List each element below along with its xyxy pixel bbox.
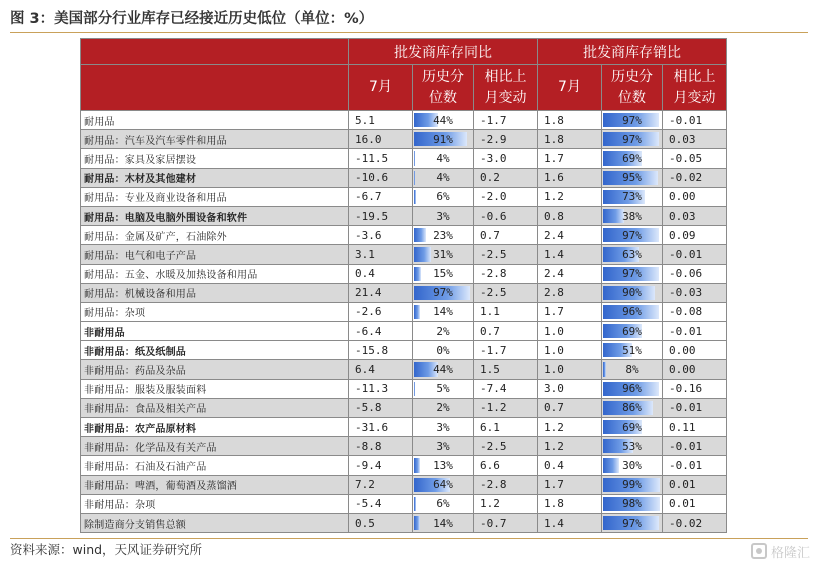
row-label: 耐用品：五金、水暖及加热设备和用品 [81, 264, 349, 283]
percentile-value: 8% [625, 363, 639, 377]
inventory-sales-ratio-mom-change: 0.09 [663, 226, 727, 245]
inventory-yoy-mom-change: -2.8 [474, 264, 538, 283]
inventory-yoy-mom-change: -1.2 [474, 398, 538, 417]
inventory-yoy-july: -3.6 [349, 226, 413, 245]
sub-header-percentile-ratio: 历史分 位数 [602, 65, 663, 111]
inventory-sales-ratio-mom-change: 0.01 [663, 475, 727, 494]
percentile-value: 3% [436, 420, 450, 434]
percentile-value: 30% [622, 458, 642, 472]
inventory-yoy-july: 0.4 [349, 264, 413, 283]
inventory-sales-ratio-july: 2.8 [538, 283, 602, 302]
inventory-yoy-percentile [413, 245, 474, 264]
row-label: 耐用品：金属及矿产，石油除外 [81, 226, 349, 245]
percentile-value: 97% [622, 113, 642, 127]
percentile-value: 44% [433, 363, 453, 377]
inventory-yoy-percentile [413, 418, 474, 437]
inventory-sales-ratio-july: 1.8 [538, 494, 602, 513]
inventory-yoy-july: -6.4 [349, 322, 413, 341]
table-row [81, 187, 727, 206]
inventory-yoy-percentile [413, 437, 474, 456]
group-header-row [81, 39, 727, 65]
percentile-value: 73% [622, 190, 642, 204]
percentile-value: 0% [436, 343, 450, 357]
inventory-yoy-mom-change: -3.0 [474, 149, 538, 168]
inventory-sales-ratio-percentile [602, 302, 663, 321]
percentile-value: 91% [433, 132, 453, 146]
inventory-sales-ratio-mom-change: -0.01 [663, 111, 727, 130]
inventory-yoy-percentile [413, 322, 474, 341]
table-row [81, 302, 727, 321]
percentile-value: 2% [436, 324, 450, 338]
percentile-value: 6% [436, 497, 450, 511]
percentile-value: 69% [622, 324, 642, 338]
inventory-yoy-percentile [413, 302, 474, 321]
table-row [81, 341, 727, 360]
row-label: 耐用品：电脑及电脑外围设备和软件 [81, 206, 349, 225]
table-row [81, 437, 727, 456]
row-label: 耐用品：家具及家居摆设 [81, 149, 349, 168]
inventory-yoy-mom-change: -1.7 [474, 341, 538, 360]
inventory-yoy-mom-change: -0.7 [474, 513, 538, 532]
percentile-value: 4% [436, 171, 450, 185]
inventory-yoy-july: -31.6 [349, 418, 413, 437]
inventory-sales-ratio-percentile [602, 341, 663, 360]
inventory-sales-ratio-july: 1.6 [538, 168, 602, 187]
inventory-sales-ratio-percentile [602, 398, 663, 417]
percentile-value: 44% [433, 113, 453, 127]
inventory-sales-ratio-mom-change: 0.00 [663, 187, 727, 206]
row-label: 耐用品：杂项 [81, 302, 349, 321]
header-corner-lower [81, 65, 349, 111]
sub-header-mom-change-ratio: 相比上 月变动 [663, 65, 727, 111]
percentile-value: 86% [622, 401, 642, 415]
inventory-yoy-percentile [413, 494, 474, 513]
inventory-yoy-percentile [413, 513, 474, 532]
table-row [81, 322, 727, 341]
row-label: 非耐用品：啤酒，葡萄酒及蒸馏酒 [81, 475, 349, 494]
inventory-yoy-percentile [413, 283, 474, 302]
inventory-sales-ratio-july: 3.0 [538, 379, 602, 398]
row-label: 耐用品：木材及其他建材 [81, 168, 349, 187]
inventory-sales-ratio-percentile [602, 360, 663, 379]
percentile-value: 97% [622, 132, 642, 146]
inventory-yoy-july: -5.4 [349, 494, 413, 513]
sub-header-july-ratio: 7月 [538, 65, 602, 111]
watermark-text: 格隆汇 [770, 545, 810, 561]
inventory-sales-ratio-percentile [602, 322, 663, 341]
percentile-value: 38% [622, 209, 642, 223]
sub-header-mom-change: 相比上 月变动 [474, 65, 538, 111]
figure-title: 图 3：美国部分行业库存已经接近历史低位（单位：%） [10, 11, 374, 27]
row-label: 耐用品 [81, 111, 349, 130]
inventory-sales-ratio-mom-change: -0.08 [663, 302, 727, 321]
group-header-inventory-sales-ratio: 批发商库存销比 [538, 39, 727, 65]
row-label: 除制造商分支销售总额 [81, 513, 349, 532]
row-label: 非耐用品：农产品原材料 [81, 418, 349, 437]
inventory-yoy-mom-change: -7.4 [474, 379, 538, 398]
inventory-yoy-percentile [413, 149, 474, 168]
inventory-sales-ratio-percentile [602, 456, 663, 475]
inventory-sales-ratio-percentile [602, 168, 663, 187]
inventory-yoy-july: -15.8 [349, 341, 413, 360]
inventory-sales-ratio-mom-change: -0.03 [663, 283, 727, 302]
percentile-value: 3% [436, 439, 450, 453]
percentile-value: 31% [433, 247, 453, 261]
table-row [81, 130, 727, 149]
inventory-sales-ratio-percentile [602, 264, 663, 283]
percentile-value: 2% [436, 401, 450, 415]
inventory-yoy-percentile [413, 226, 474, 245]
inventory-sales-ratio-mom-change: 0.03 [663, 206, 727, 225]
table-row [81, 418, 727, 437]
inventory-sales-ratio-percentile [602, 379, 663, 398]
row-label: 非耐用品：纸及纸制品 [81, 341, 349, 360]
inventory-yoy-mom-change: -2.5 [474, 245, 538, 264]
inventory-sales-ratio-july: 1.8 [538, 130, 602, 149]
inventory-sales-ratio-percentile [602, 245, 663, 264]
inventory-sales-ratio-july: 0.7 [538, 398, 602, 417]
inventory-sales-ratio-mom-change: 0.11 [663, 418, 727, 437]
inventory-table-container [80, 38, 726, 535]
inventory-sales-ratio-july: 1.4 [538, 245, 602, 264]
percentile-value: 4% [436, 151, 450, 165]
inventory-yoy-july: 21.4 [349, 283, 413, 302]
inventory-yoy-mom-change: 0.2 [474, 168, 538, 187]
inventory-yoy-july: -11.5 [349, 149, 413, 168]
percentile-value: 69% [622, 151, 642, 165]
inventory-sales-ratio-july: 1.2 [538, 187, 602, 206]
inventory-yoy-mom-change: -2.8 [474, 475, 538, 494]
inventory-sales-ratio-mom-change: -0.02 [663, 168, 727, 187]
inventory-yoy-percentile [413, 264, 474, 283]
inventory-sales-ratio-july: 1.0 [538, 341, 602, 360]
row-label: 非耐用品：化学品及有关产品 [81, 437, 349, 456]
inventory-sales-ratio-percentile [602, 475, 663, 494]
percentile-value: 97% [622, 267, 642, 281]
inventory-yoy-mom-change: -2.5 [474, 283, 538, 302]
inventory-sales-ratio-july: 1.7 [538, 302, 602, 321]
percentile-value: 13% [433, 458, 453, 472]
percentile-value: 99% [622, 478, 642, 492]
inventory-sales-ratio-mom-change: -0.01 [663, 456, 727, 475]
percentile-value: 90% [622, 286, 642, 300]
inventory-sales-ratio-mom-change: -0.02 [663, 513, 727, 532]
table-row [81, 264, 727, 283]
inventory-yoy-percentile [413, 475, 474, 494]
inventory-table [80, 38, 727, 533]
inventory-sales-ratio-percentile [602, 494, 663, 513]
inventory-yoy-july: -5.8 [349, 398, 413, 417]
table-row [81, 360, 727, 379]
table-row [81, 149, 727, 168]
inventory-sales-ratio-mom-change: -0.01 [663, 437, 727, 456]
percentile-value: 6% [436, 190, 450, 204]
table-row [81, 456, 727, 475]
inventory-yoy-mom-change: -2.0 [474, 187, 538, 206]
inventory-sales-ratio-mom-change: -0.16 [663, 379, 727, 398]
row-label: 非耐用品：药品及杂品 [81, 360, 349, 379]
percentile-value: 63% [622, 247, 642, 261]
inventory-sales-ratio-mom-change: 0.03 [663, 130, 727, 149]
inventory-sales-ratio-percentile [602, 437, 663, 456]
inventory-yoy-july: -8.8 [349, 437, 413, 456]
inventory-yoy-mom-change: -0.6 [474, 206, 538, 225]
table-row [81, 206, 727, 225]
inventory-sales-ratio-percentile [602, 111, 663, 130]
inventory-sales-ratio-percentile [602, 206, 663, 225]
inventory-yoy-percentile [413, 111, 474, 130]
sub-header-row [81, 65, 727, 111]
percentile-value: 97% [433, 286, 453, 300]
inventory-yoy-percentile [413, 341, 474, 360]
inventory-sales-ratio-july: 2.4 [538, 264, 602, 283]
inventory-sales-ratio-mom-change: 0.01 [663, 494, 727, 513]
inventory-sales-ratio-july: 1.2 [538, 437, 602, 456]
row-label: 非耐用品：石油及石油产品 [81, 456, 349, 475]
percentile-value: 14% [433, 305, 453, 319]
inventory-yoy-july: 6.4 [349, 360, 413, 379]
inventory-yoy-july: 0.5 [349, 513, 413, 532]
header-corner [81, 39, 349, 65]
table-row [81, 245, 727, 264]
inventory-yoy-july: 5.1 [349, 111, 413, 130]
group-header-inventory-yoy: 批发商库存同比 [349, 39, 538, 65]
inventory-sales-ratio-july: 1.0 [538, 322, 602, 341]
inventory-sales-ratio-july: 1.2 [538, 418, 602, 437]
inventory-yoy-july: -11.3 [349, 379, 413, 398]
inventory-sales-ratio-july: 1.0 [538, 360, 602, 379]
percentile-value: 5% [436, 382, 450, 396]
table-row [81, 475, 727, 494]
percentile-value: 96% [622, 382, 642, 396]
table-row [81, 398, 727, 417]
inventory-yoy-percentile [413, 398, 474, 417]
inventory-sales-ratio-july: 1.8 [538, 111, 602, 130]
inventory-yoy-mom-change: -2.9 [474, 130, 538, 149]
inventory-sales-ratio-mom-change: -0.05 [663, 149, 727, 168]
percentile-value: 53% [622, 439, 642, 453]
inventory-yoy-mom-change: 1.2 [474, 494, 538, 513]
percentile-value: 23% [433, 228, 453, 242]
inventory-sales-ratio-mom-change: -0.01 [663, 245, 727, 264]
inventory-sales-ratio-july: 2.4 [538, 226, 602, 245]
inventory-yoy-july: -19.5 [349, 206, 413, 225]
inventory-yoy-mom-change: 6.6 [474, 456, 538, 475]
inventory-sales-ratio-mom-change: 0.00 [663, 341, 727, 360]
inventory-sales-ratio-mom-change: -0.06 [663, 264, 727, 283]
inventory-sales-ratio-mom-change: -0.01 [663, 398, 727, 417]
percentile-value: 3% [436, 209, 450, 223]
inventory-sales-ratio-percentile [602, 149, 663, 168]
watermark-logo-icon [751, 543, 767, 559]
inventory-sales-ratio-mom-change: 0.00 [663, 360, 727, 379]
percentile-value: 96% [622, 305, 642, 319]
inventory-yoy-july: -2.6 [349, 302, 413, 321]
inventory-yoy-july: -6.7 [349, 187, 413, 206]
inventory-yoy-percentile [413, 130, 474, 149]
percentile-value: 14% [433, 516, 453, 530]
inventory-yoy-mom-change: 6.1 [474, 418, 538, 437]
sub-header-july: 7月 [349, 65, 413, 111]
row-label: 耐用品：机械设备和用品 [81, 283, 349, 302]
row-label: 耐用品：电气和电子产品 [81, 245, 349, 264]
table-row [81, 513, 727, 532]
inventory-yoy-percentile [413, 187, 474, 206]
table-row [81, 379, 727, 398]
inventory-yoy-mom-change: 0.7 [474, 322, 538, 341]
percentile-value: 51% [622, 343, 642, 357]
inventory-yoy-mom-change: 1.5 [474, 360, 538, 379]
inventory-yoy-july: 3.1 [349, 245, 413, 264]
inventory-sales-ratio-percentile [602, 283, 663, 302]
source-note: 资料来源：wind，天风证券研究所 [10, 542, 203, 557]
inventory-sales-ratio-mom-change: -0.01 [663, 322, 727, 341]
row-label: 非耐用品：服装及服装面料 [81, 379, 349, 398]
inventory-sales-ratio-july: 1.7 [538, 475, 602, 494]
percentile-value: 64% [433, 478, 453, 492]
source-divider [10, 538, 808, 539]
percentile-value: 97% [622, 516, 642, 530]
inventory-sales-ratio-july: 1.4 [538, 513, 602, 532]
table-row [81, 494, 727, 513]
row-label: 耐用品：汽车及汽车零件和用品 [81, 130, 349, 149]
inventory-sales-ratio-percentile [602, 130, 663, 149]
row-label: 非耐用品：杂项 [81, 494, 349, 513]
row-label: 非耐用品：食品及相关产品 [81, 398, 349, 417]
inventory-yoy-mom-change: -2.5 [474, 437, 538, 456]
table-row [81, 226, 727, 245]
inventory-sales-ratio-percentile [602, 513, 663, 532]
inventory-sales-ratio-july: 1.7 [538, 149, 602, 168]
percentile-value: 69% [622, 420, 642, 434]
inventory-yoy-july: -10.6 [349, 168, 413, 187]
row-label: 耐用品：专业及商业设备和用品 [81, 187, 349, 206]
percentile-value: 15% [433, 267, 453, 281]
inventory-yoy-mom-change: 1.1 [474, 302, 538, 321]
percentile-value: 98% [622, 497, 642, 511]
inventory-yoy-july: 16.0 [349, 130, 413, 149]
inventory-yoy-mom-change: 0.7 [474, 226, 538, 245]
percentile-value: 97% [622, 228, 642, 242]
inventory-yoy-july: 7.2 [349, 475, 413, 494]
inventory-yoy-july: -9.4 [349, 456, 413, 475]
inventory-yoy-percentile [413, 360, 474, 379]
title-divider [10, 32, 808, 33]
percentile-value: 95% [622, 171, 642, 185]
watermark [751, 541, 810, 561]
table-row [81, 168, 727, 187]
inventory-sales-ratio-july: 0.8 [538, 206, 602, 225]
sub-header-percentile: 历史分 位数 [413, 65, 474, 111]
inventory-yoy-percentile [413, 168, 474, 187]
table-row [81, 111, 727, 130]
inventory-sales-ratio-percentile [602, 418, 663, 437]
table-row [81, 283, 727, 302]
inventory-sales-ratio-percentile [602, 187, 663, 206]
row-label: 非耐用品 [81, 322, 349, 341]
inventory-yoy-mom-change: -1.7 [474, 111, 538, 130]
inventory-yoy-percentile [413, 456, 474, 475]
inventory-yoy-percentile [413, 206, 474, 225]
inventory-sales-ratio-percentile [602, 226, 663, 245]
inventory-sales-ratio-july: 0.4 [538, 456, 602, 475]
inventory-yoy-percentile [413, 379, 474, 398]
